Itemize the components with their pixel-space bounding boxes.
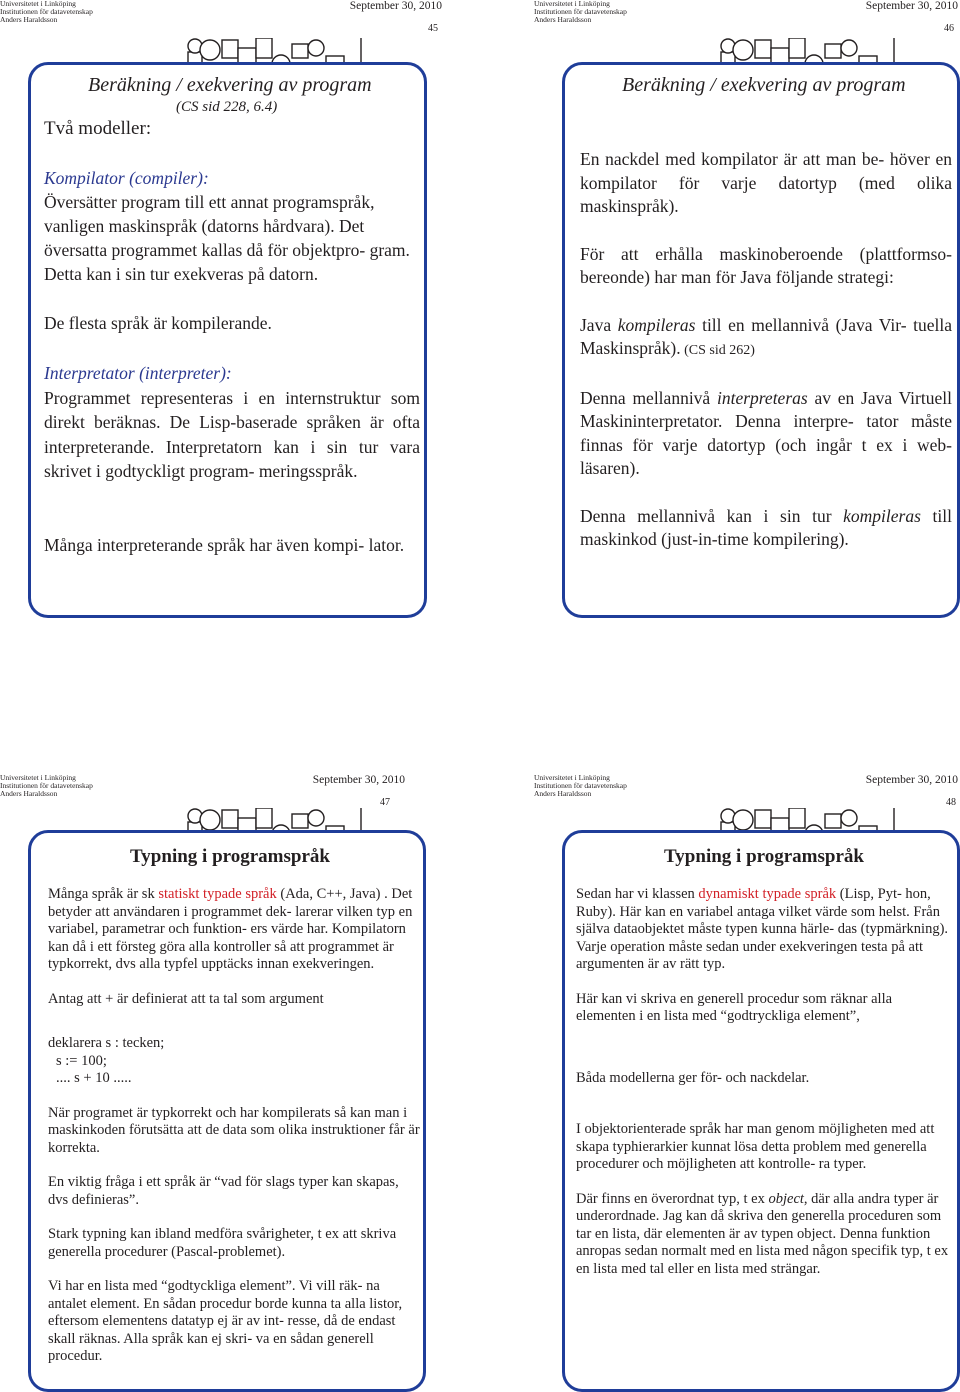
para-3-ref: (CS sid 262) [680,343,755,358]
header-affiliation [534,774,627,798]
code-line-2: s := 100; [56,1052,107,1069]
para-4 [580,387,952,481]
header-university: Universitetet i Linköping [0,0,76,8]
para-1 [48,886,420,974]
header-date: September 30, 2010 [865,774,958,786]
header-author: Anders Haraldsson [0,789,58,798]
many-interpreted-text: Många interpreterande språk har även kompi- lator. [44,535,405,555]
para-5-emph: object [768,1190,804,1207]
para-4-a: Denna mellannivå [580,387,717,408]
slide-body [580,148,952,552]
para-1 [576,886,952,974]
slide-subtitle: (CS sid 228, 6.4) [176,99,278,115]
para-5-a: Denna mellannivå kan i sin tur [580,505,844,526]
header-author: Anders Haraldsson [534,789,592,798]
compiler-heading: Kompilator (compiler): [44,168,209,188]
para-3 [580,314,952,363]
para-5 [576,1191,952,1279]
slide-body [576,886,952,1278]
para-3-b: till en mellannivå (Java Vir- tuella Maskinspråk). [580,314,952,358]
compiler-body: Översätter program till ett annat programspråk, vanligen maskinspråk (datorns hårdvara). Det översatta programmet kallas då för objektpro- gram. Detta kan i sin tur exekveras på datorn. [44,192,410,284]
page-number: 46 [944,23,954,34]
interpreter-body: Programmet representeras i en internstruktur som direkt beräknas. De Lisp-baserade språken är ofta interpreterande. Interpretatorn kan i sin tur vara skrivet i godtyckligt program- meringsspråk. [44,387,420,481]
header-date: September 30, 2010 [865,0,958,12]
page-number: 48 [946,797,956,808]
para-4-b: av en Java Virtuell Maskininterpretator. Denna interpre- tator måste finnas för varje datortyp (och ingår t ex i web-läsaren). [580,387,952,478]
header-university: Universitetet i Linköping [534,0,610,8]
para-5: Stark typning kan ibland medföra svårigheter, t ex att skriva generella procedurer (Pascal-problemet). [48,1226,397,1260]
header-university: Universitetet i Linköping [534,773,610,782]
header-department: Institutionen för datavetenskap [534,7,627,16]
header-university: Universitetet i Linköping [0,773,76,782]
slide-46 [534,0,960,640]
para-3-emph: kompileras [617,314,696,335]
header-date: September 30, 2010 [312,774,405,786]
page-number: 47 [380,797,390,808]
most-compiled-text: De flesta språk är kompilerande. [44,313,272,333]
header-affiliation [0,774,93,798]
slide-47 [0,774,470,1391]
page-number: 45 [428,23,438,34]
para-5-b: , där alla andra typer är underordnade. Jag kan då skriva den generella proceduren som tar en lista, där elementen är av typen object. Denna funktion anropas sedan normalt med en lista med någon specifik typ, t ex en lista med tal eller en lista med strängar. [576,1190,949,1277]
para-5 [580,505,952,552]
header-author: Anders Haraldsson [0,15,58,24]
para-4-emph: interpreteras [716,387,808,408]
code-line-1: deklarera s : tecken; [48,1035,165,1051]
interpreter-section [44,361,420,484]
code-line-3: .... s + 10 ..... [56,1070,132,1086]
para-1-a: Många språk är sk [48,886,159,902]
para-1: En nackdel med kompilator är att man be- höver en kompilator för varje datortyp (med olika maskinspråk). [580,149,952,216]
para-4: En viktig fråga i ett språk är “vad för slags typer kan skapas, dvs definieras”. [48,1174,399,1208]
slide-title: Beräkning / exekvering av program [622,74,906,96]
para-3: När programet är typkorrekt och har kompilerats så kan man i maskinkoden förutsätta att de data som olika instruktioner får är korrekta. [48,1104,420,1156]
para-3-a: Java [580,314,618,335]
compiler-section [44,166,420,286]
intro-text: Två modeller: [44,118,152,139]
slide-title: Typning i programspråk [664,846,864,867]
slide-45 [0,0,470,640]
para-3: Båda modellerna ger för- och nackdelar. [576,1069,810,1086]
para-1-b: (Ada, C++, Java) . Det betyder att användaren i programmet dek- larerar vilken typ en variabel, parametrar och funktion- ers värde har. Kompilatorn kan då i ett försteg göra alla kontroller så att programmet är typkorrekt, dvs alla typfel upptäcks innan exekveringen. [48,886,413,972]
slide-48 [534,774,960,1391]
header-department: Institutionen för datavetenskap [534,781,627,790]
slide-body [48,886,420,1366]
para-1-emph: statiskt typade språk [158,886,277,902]
header-department: Institutionen för datavetenskap [0,7,93,16]
para-2: Här kan vi skriva en generell procedur som räknar alla elementen i en lista med “godtryckliga element”, [576,990,893,1024]
slide-title: Typning i programspråk [130,846,330,867]
para-1-b: (Lisp, Pyt- hon, Ruby). Här kan en variabel antaga vilket värde som helst. Från själva dataobjektet måste typen kunna härle- das (typmärkning). Varje operation måste sedan under exekveringen testa på att argumenten är av rätt typ. [576,886,949,972]
para-5-a: Där finns en överordnat typ, t ex [576,1190,769,1207]
para-2: För att erhålla maskinoberoende (plattformso- bereonde) har man för Java följande strategi: [580,243,952,287]
header-affiliation [534,0,627,24]
para-4: I objektorienterade språk har man genom möjligheten med att skapa typhierarkier kunnat lösa detta problem med generella procedurer och möjligheten att kontrolle- ra typer. [576,1121,935,1172]
header-affiliation [0,0,93,24]
para-5-emph: kompileras [843,505,921,526]
interpreter-heading: Interpretator (interpreter): [44,363,232,383]
para-1-a: Sedan har vi klassen [576,886,699,902]
header-date: September 30, 2010 [349,0,442,12]
header-author: Anders Haraldsson [534,15,592,24]
header-department: Institutionen för datavetenskap [0,781,93,790]
para-5-b: till maskinkod (just-in-time kompilering). [580,505,952,549]
slide-title: Beräkning / exekvering av program [88,74,372,96]
para-2: Antag att + är definierat att ta tal som argument [48,990,324,1007]
para-6: Vi har en lista med “godtyckliga element”. Vi vill räk- na antalet element. En sådan procedur borde kunna ta alla listor, eftersom elementens datatyp ej är av int- resse, då de endast skall räknas. Alla språk kan ej skri- va en sådan generell procedur. [48,1278,403,1364]
para-1-emph: dynamiskt typade språk [698,886,837,902]
